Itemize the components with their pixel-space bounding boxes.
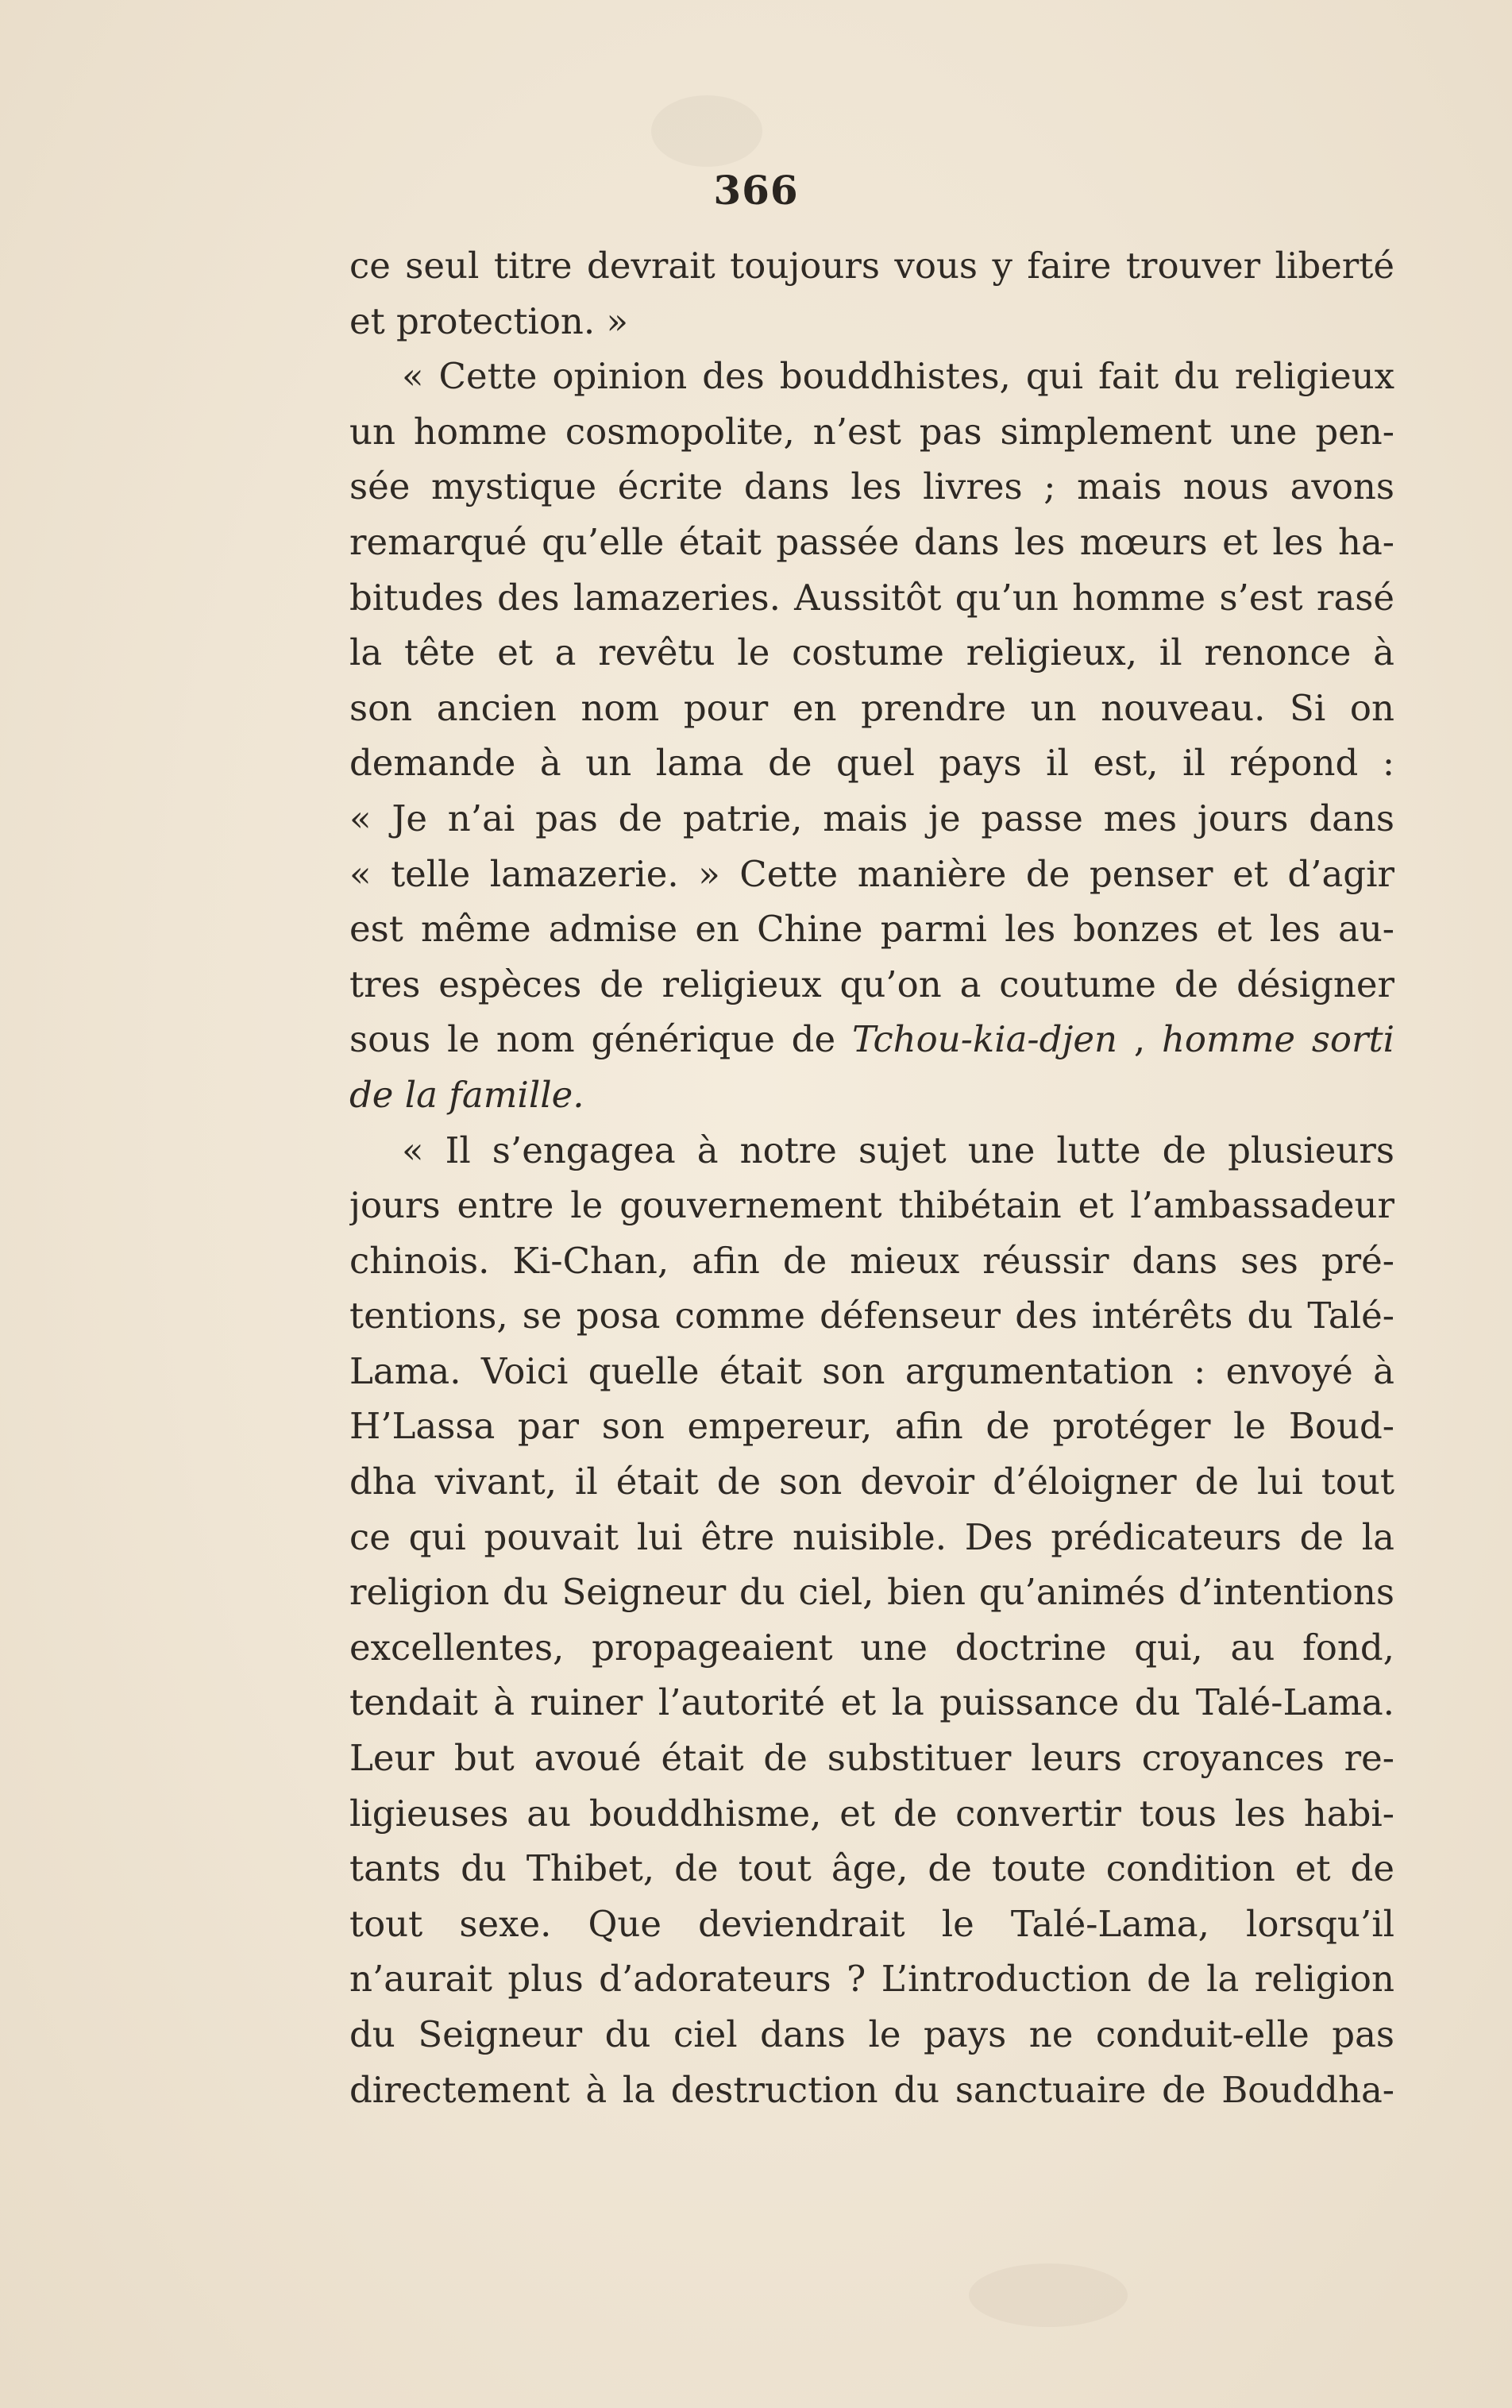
text-line: jours entre le gouvernement thibétain et l’ambassadeur [349, 1184, 1394, 1227]
text-line: chinois. Ki-Chan, afin de mieux réussir dans ses pré- [349, 1239, 1394, 1282]
text-line: tants du Thibet, de tout âge, de toute condition et de [349, 1847, 1394, 1890]
paper-stain [651, 95, 762, 167]
text-segment: sous le nom générique de [349, 1018, 836, 1061]
body-text [349, 238, 1394, 2117]
text-line: son ancien nom pour en prendre un nouveau. Si on [349, 686, 1394, 729]
text-line: tendait à ruiner l’autorité et la puissance du Talé-Lama. [349, 1681, 1394, 1724]
italic-gloss: homme sorti [1161, 1018, 1394, 1061]
text-line: ligieuses au bouddhisme, et de convertir tous les habi- [349, 1792, 1394, 1835]
text-line: Leur but avoué était de substituer leurs croyances re- [349, 1737, 1394, 1780]
separator: , [1117, 1018, 1162, 1061]
italic-gloss: de la famille. [349, 1073, 584, 1116]
text-line: sée mystique écrite dans les livres ; mais nous avons [349, 465, 1394, 508]
text-line: « telle lamazerie. » Cette manière de penser et d’agir [349, 852, 1394, 895]
text-line: un homme cosmopolite, n’est pas simplement une pen- [349, 410, 1394, 453]
text-line: remarqué qu’elle était passée dans les mœurs et les ha- [349, 520, 1394, 563]
italic-term: Tchou-kia-djen [851, 1018, 1117, 1061]
text-line: la tête et a revêtu le costume religieux, il renonce à [349, 631, 1394, 674]
text-line: « Je n’ai pas de patrie, mais je passe mes jours dans [349, 797, 1394, 839]
text-line [349, 1067, 1394, 1123]
text-line: H’Lassa par son empereur, afin de protéger le Boud- [349, 1405, 1394, 1448]
text-line: ce qui pouvait lui être nuisible. Des prédicateurs de la [349, 1515, 1394, 1558]
text-line-with-italic [349, 1012, 1394, 1067]
text-line: religion du Seigneur du ciel, bien qu’animés d’intentions [349, 1571, 1394, 1614]
text-line: directement à la destruction du sanctuaire de Bouddha- [349, 2068, 1394, 2111]
text-line: demande à un lama de quel pays il est, il répond : [349, 742, 1394, 785]
text-line: « Cette opinion des bouddhistes, qui fait du religieux [402, 355, 1394, 398]
text-line: est même admise en Chine parmi les bonzes et les au- [349, 908, 1394, 951]
text-line: « Il s’engagea à notre sujet une lutte de plusieurs [402, 1129, 1394, 1171]
text-line: tout sexe. Que deviendrait le Talé-Lama, lorsqu’il [349, 1902, 1394, 1945]
paper-stain [969, 2263, 1128, 2327]
text-line: n’aurait plus d’adorateurs ? L’introduction de la religion [349, 1958, 1394, 2001]
text-line: dha vivant, il était de son devoir d’éloigner de lui tout [349, 1461, 1394, 1503]
text-line: et protection. » [349, 299, 629, 342]
text-line: tres espèces de religieux qu’on a coutume de désigner [349, 963, 1394, 1005]
text-line: du Seigneur du ciel dans le pays ne conduit-elle pas [349, 2013, 1394, 2055]
text-line: bitudes des lamazeries. Aussitôt qu’un homme s’est rasé [349, 576, 1394, 619]
text-line: Lama. Voici quelle était son argumentation : envoyé à [349, 1349, 1394, 1392]
page-number: 366 [713, 167, 799, 214]
text-line: tentions, se posa comme défenseur des intérêts du Talé- [349, 1295, 1394, 1337]
text-line: ce seul titre devrait toujours vous y faire trouver liberté [349, 245, 1394, 287]
text-line: excellentes, propageaient une doctrine qui, au fond, [349, 1626, 1394, 1669]
